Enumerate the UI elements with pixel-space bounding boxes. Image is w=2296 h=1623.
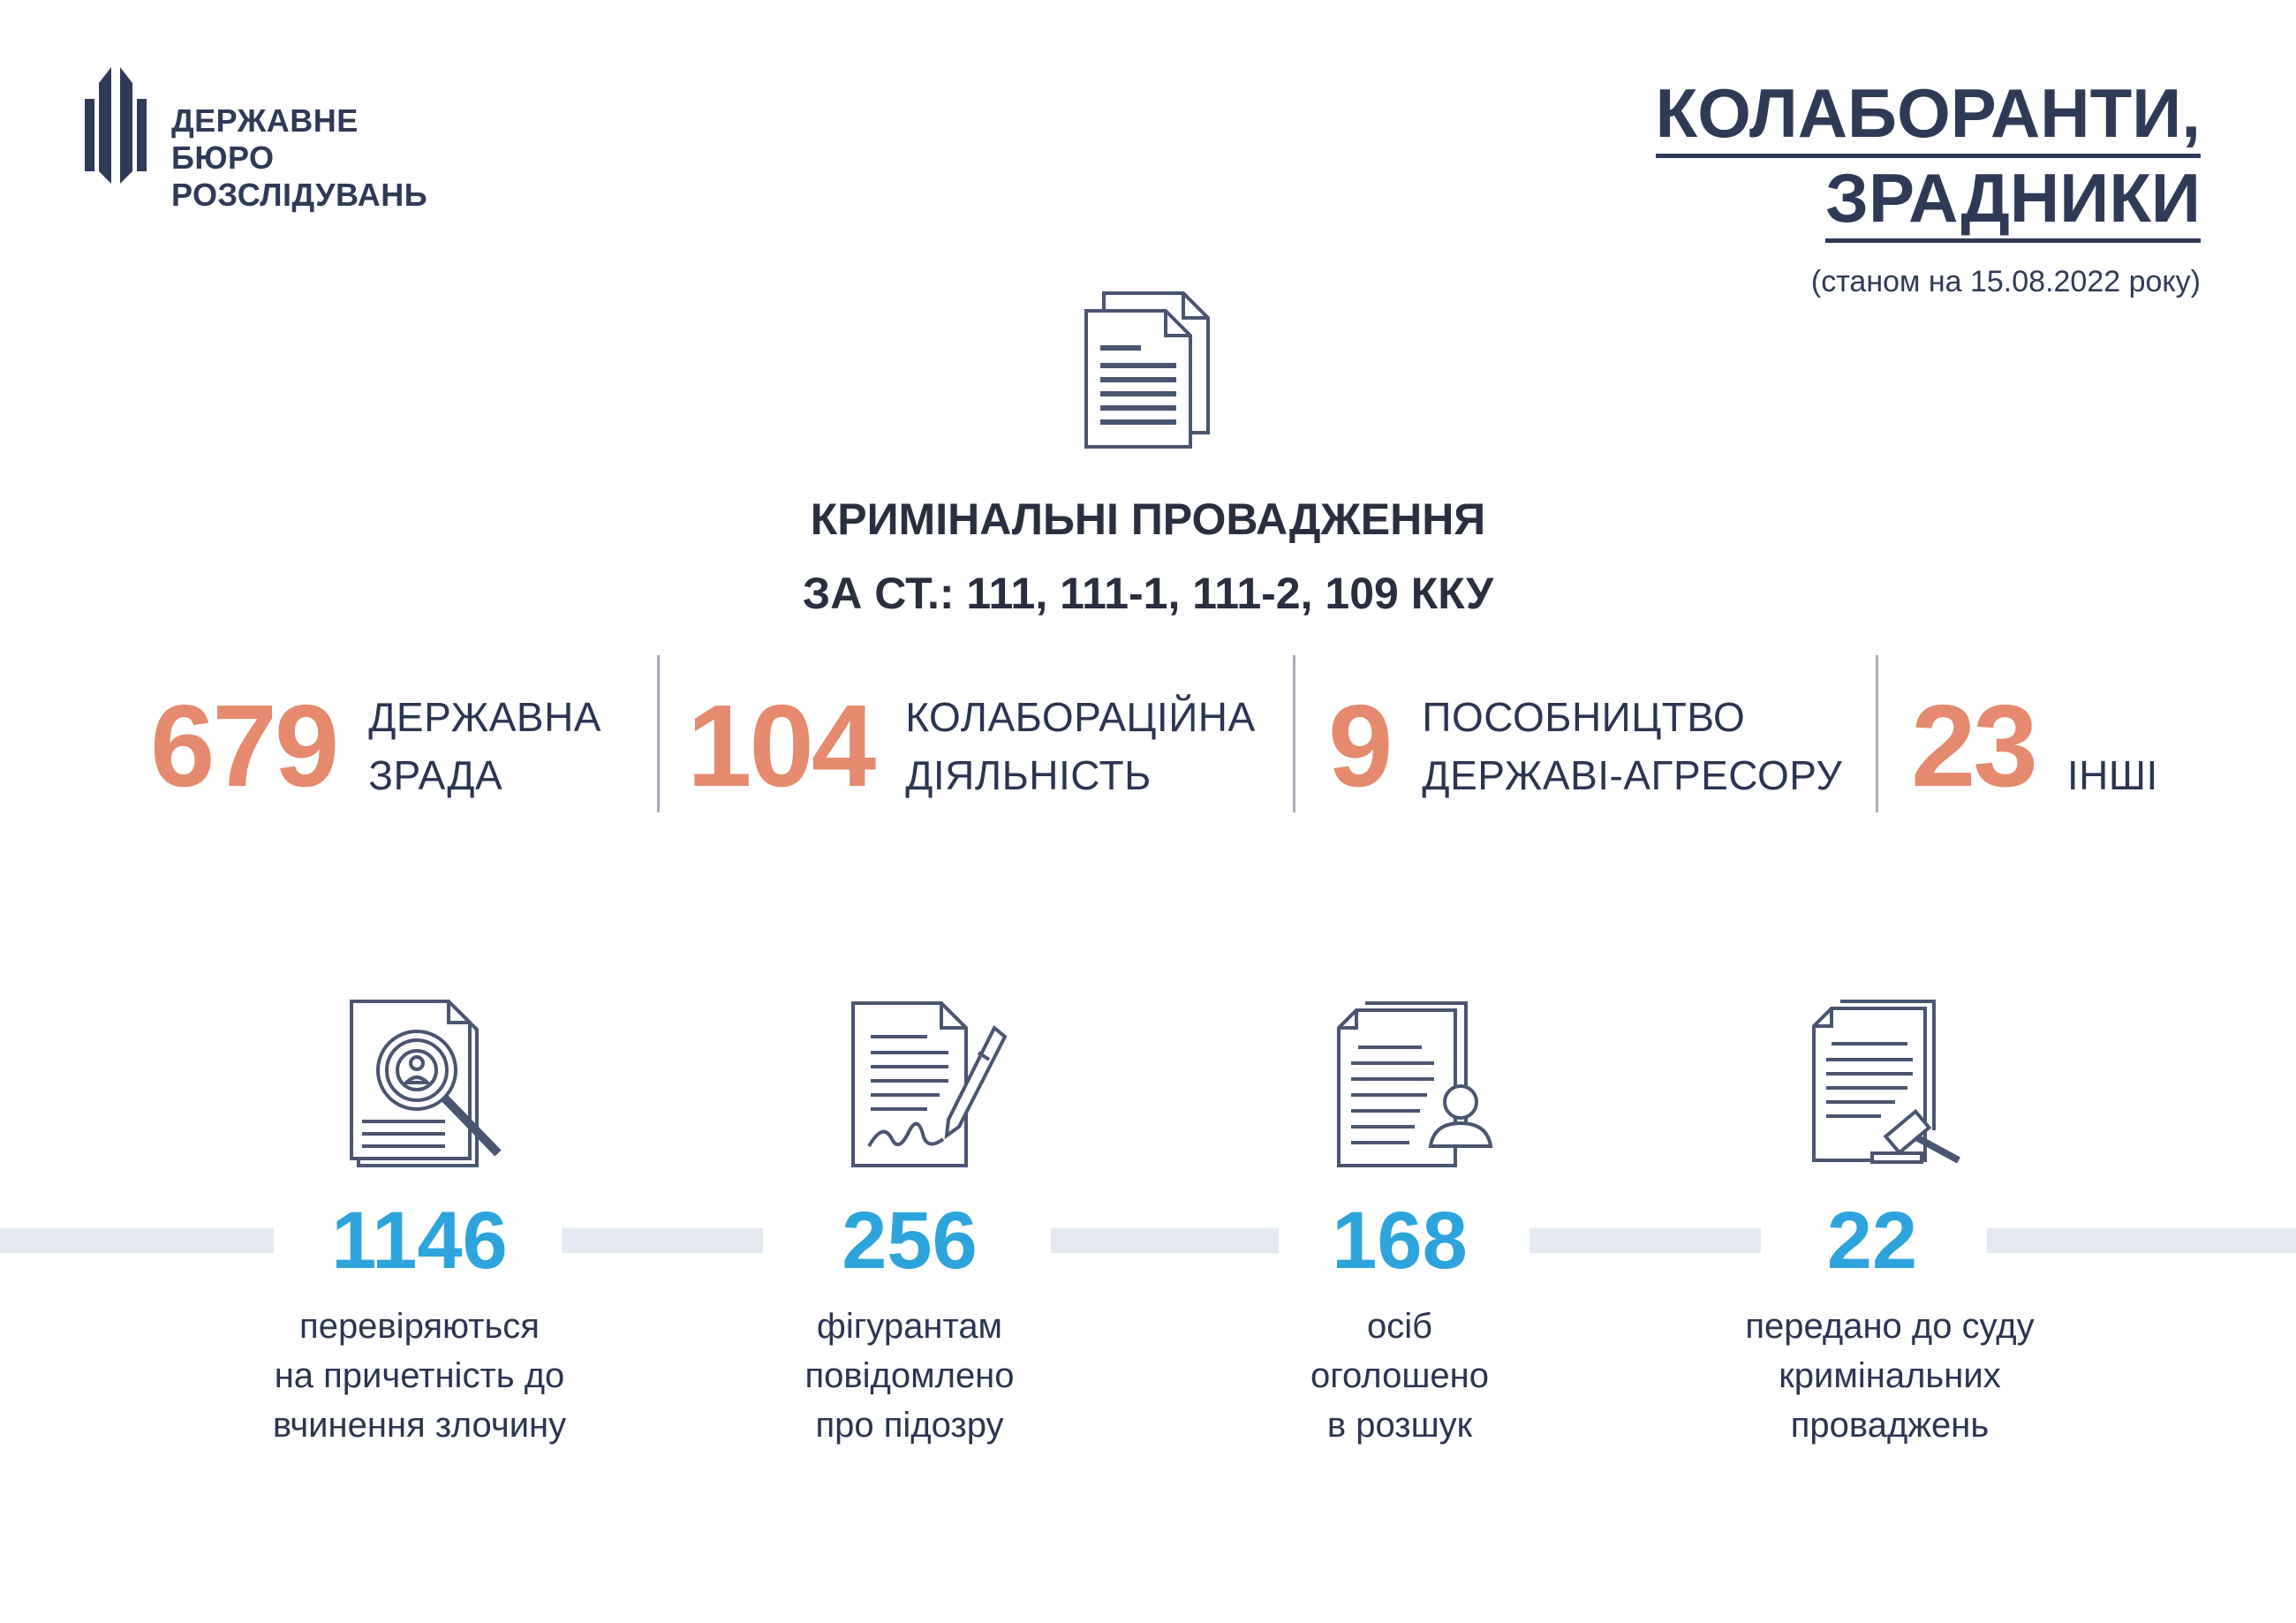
divider (657, 655, 660, 812)
documents-stack-icon (1077, 284, 1219, 452)
desc-line: оголошено (1310, 1356, 1490, 1395)
stat-label-line2: ДІЯЛЬНІСТЬ (905, 752, 1152, 798)
org-logo (79, 62, 450, 213)
desc-line: на причетність до (274, 1356, 565, 1395)
stat-value: 679 (150, 681, 337, 811)
desc-line: передано до суду (1745, 1307, 2035, 1346)
divider (1876, 655, 1878, 812)
stat-label-line2: ДЕРЖАВІ-АГРЕСОРУ (1422, 752, 1843, 798)
section-heading-line1: КРИМІНАЛЬНІ ПРОВАДЖЕННЯ (810, 494, 1486, 544)
stat-value-suspicion-notified: 256 (842, 1196, 978, 1286)
stat-value: 9 (1328, 681, 1391, 811)
stat-value-sent-to-court: 22 (1826, 1196, 1918, 1286)
stat-label (905, 688, 1255, 804)
desc-line: осіб (1366, 1307, 1433, 1346)
desc-line: повідомлено (804, 1356, 1015, 1395)
stat-label (368, 688, 601, 804)
timeline-bar (1529, 1228, 1761, 1253)
stat-label-line2: ЗРАДА (368, 752, 503, 798)
org-name (171, 102, 450, 214)
stat-desc-wanted (1223, 1302, 1576, 1450)
court-gavel-document-icon (1810, 998, 1983, 1171)
stat-desc-suspicion-notified (733, 1302, 1086, 1450)
stat-label (2067, 746, 2158, 804)
wanted-person-document-icon (1335, 998, 1508, 1171)
stat-value-wanted: 168 (1332, 1196, 1468, 1286)
desc-line: про підозру (815, 1406, 1004, 1445)
section-heading (0, 482, 2296, 630)
timeline-bar (562, 1228, 763, 1253)
stat-value: 104 (687, 681, 874, 811)
org-name-line2: РОЗСЛІДУВАНЬ (171, 177, 428, 213)
stat-desc-under-investigation (221, 1302, 618, 1450)
desc-line: проваджень (1790, 1406, 1990, 1445)
stat-label (1422, 688, 1842, 804)
stat-aiding-aggressor (1328, 662, 1842, 830)
timeline-bar (1051, 1228, 1279, 1253)
stat-label-line1: КОЛАБОРАЦІЙНА (905, 694, 1256, 740)
desc-line: перевіряються (299, 1307, 540, 1346)
timeline-bar (0, 1228, 274, 1253)
magnifier-person-document-icon (348, 998, 521, 1171)
stat-label-line1: ДЕРЖАВНА (368, 694, 601, 740)
desc-line: фігурантам (816, 1307, 1003, 1346)
stat-label-line1: ПОСОБНИЦТВО (1422, 694, 1746, 740)
desc-line: кримінальних (1779, 1356, 2001, 1395)
page-title-line1: КОЛАБОРАНТИ, (1656, 74, 2201, 158)
page-title-line2: ЗРАДНИКИ (1825, 159, 2201, 243)
desc-line: в розшук (1326, 1406, 1473, 1445)
desc-line: вчинення злочину (272, 1406, 567, 1445)
stat-desc-sent-to-court (1678, 1302, 2102, 1450)
report-date: (станом на 15.08.2022 року) (1810, 265, 2201, 298)
stat-value-under-investigation: 1146 (331, 1196, 508, 1286)
stat-other (1911, 662, 2158, 830)
org-name-line1: ДЕРЖАВНЕ БЮРО (171, 102, 359, 176)
dbr-emblem-icon (79, 62, 152, 194)
section-heading-line2: ЗА СТ.: 111, 111-1, 111-2, 109 ККУ (802, 569, 1494, 618)
page-title (1656, 71, 2201, 240)
signed-document-pen-icon (848, 998, 1021, 1171)
stat-value: 23 (1911, 681, 2035, 811)
stat-label-line1: ІНШІ (2066, 752, 2158, 798)
stat-state-treason (150, 662, 601, 830)
timeline-bar (1987, 1228, 2296, 1253)
stat-collaboration (687, 662, 1256, 830)
divider (1293, 655, 1295, 812)
